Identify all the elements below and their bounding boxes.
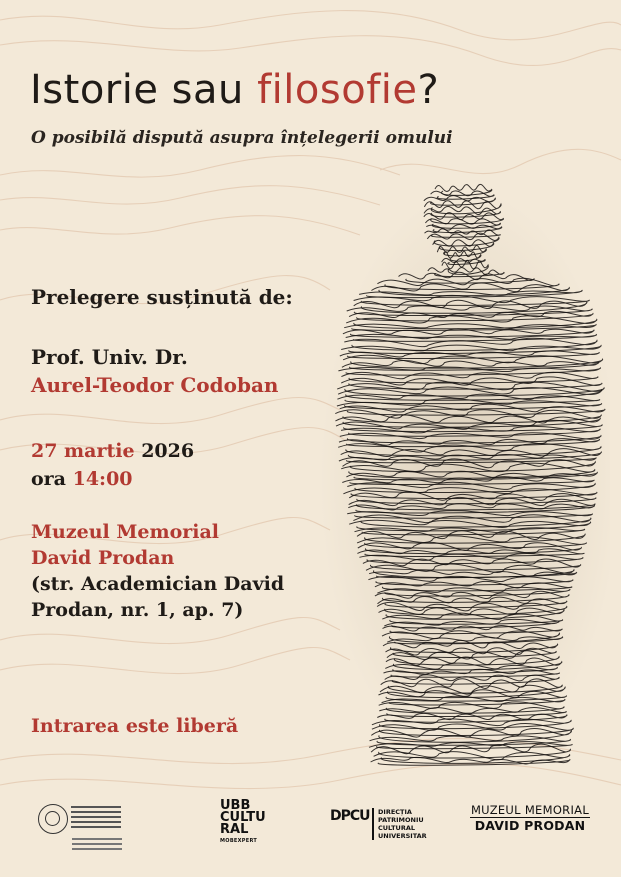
dpcu-text [372,808,427,840]
muzeu-prodan-logo [470,803,590,843]
speaker-name: Aurel-Teodor Codoban [31,373,279,397]
university-name-lines [71,806,121,831]
venue-address1: (str. Academician David [31,573,285,595]
event-time [31,466,133,492]
university-caption-lines [72,838,122,853]
title-part1: Istorie sau [30,67,258,113]
dpcu-line3: CULTURAL [378,824,416,832]
muzeu-line2: DAVID PRODAN [470,817,590,834]
muzeu-line1: MUZEUL MEMORIAL [470,803,590,817]
event-date [31,438,194,464]
cultural-line3: RAL [220,822,249,837]
dpcu-mark: DPCU [330,808,370,824]
dpcu-line1: DIRECȚIA [378,808,412,816]
university-seal-icon [38,804,68,834]
scribble-human-figure [310,180,610,780]
venue-line2: David Prodan [31,547,175,569]
year-text: 2026 [134,440,195,462]
ubb-university-logo [38,800,118,860]
ubb-cultural-logo [220,798,266,856]
speaker-title: Prof. Univ. Dr. [31,345,188,369]
page-title [30,66,439,114]
time-label: ora [31,468,73,490]
dpcu-logo [330,808,430,844]
title-accent: filosofie [257,67,418,113]
date-text: 27 martie [31,440,135,462]
lecture-label: Prelegere susținută de: [31,285,293,309]
venue-address2: Prodan, nr. 1, ap. 7) [31,599,244,621]
title-part2: ? [417,67,440,113]
subtitle: O posibilă dispută asupra înțelegerii omului [31,128,453,148]
time-value: 14:00 [72,468,133,490]
entry-note: Intrarea este liberă [31,715,239,737]
cultural-line2: CULTU [220,810,266,825]
dpcu-line2: PATRIMONIU [378,816,424,824]
cultural-line1: UBB [220,798,251,813]
dpcu-line4: UNIVERSITAR [378,832,427,840]
cultural-sponsor: MOBEXPERT [220,838,258,844]
venue-line1: Muzeul Memorial [31,521,220,543]
